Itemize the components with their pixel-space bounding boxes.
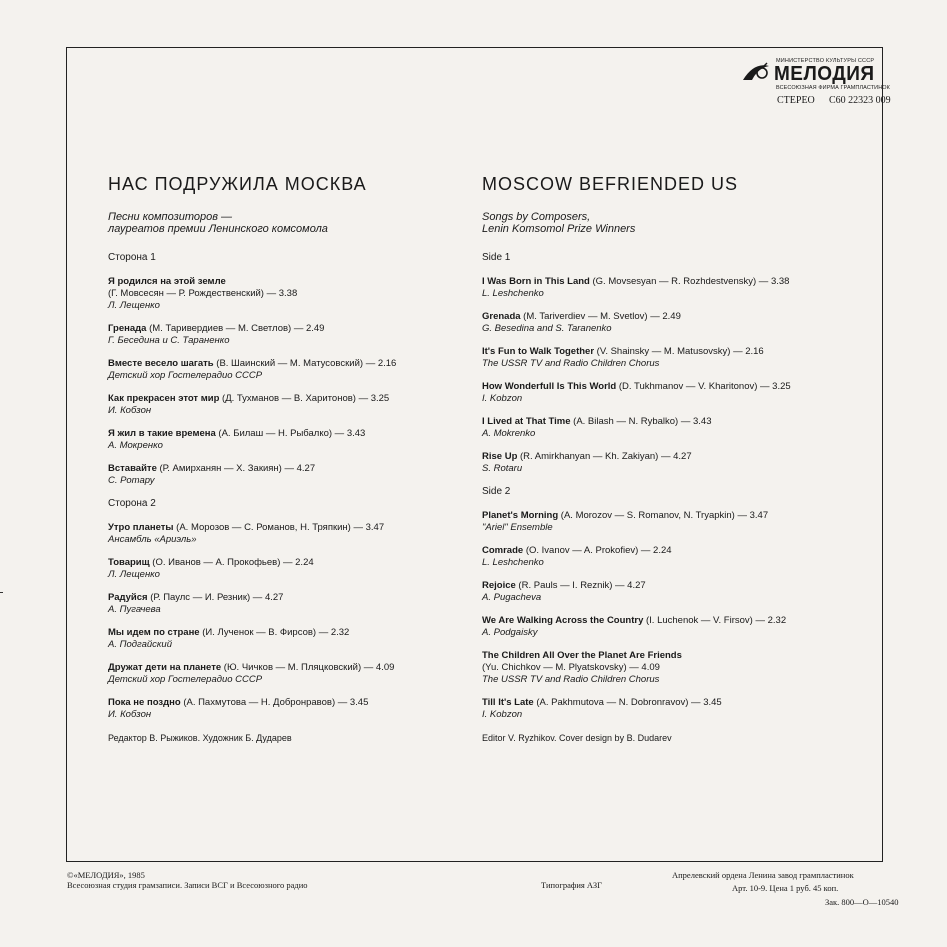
track-entry	[482, 346, 842, 370]
stereo-label: СТЕРЕО	[777, 95, 815, 106]
track-title: It's Fun to Walk Together	[482, 346, 595, 357]
ministry-text: МИНИСТЕРСТВО КУЛЬТУРЫ СССР	[776, 58, 875, 64]
english-title: MOSCOW BEFRIENDED US	[482, 174, 739, 194]
track-title: How Wonderfull Is This World	[482, 381, 617, 392]
track-performer: "Ariel" Ensemble	[482, 522, 553, 533]
track-credits: (В. Шаинский — М. Матусовский) — 2.16	[213, 358, 397, 369]
russian-side2-tracklist	[108, 522, 468, 721]
track-entry	[482, 510, 842, 534]
track-entry	[108, 592, 468, 616]
track-performer: A. Pugacheva	[482, 592, 542, 603]
track-performer: Ансамбль «Ариэль»	[108, 534, 197, 545]
track-performer: Г. Беседина и С. Тараненко	[108, 335, 230, 346]
track-performer: А. Пугачева	[108, 604, 161, 615]
track-entry	[108, 358, 468, 382]
track-performer: A. Mokrenko	[482, 428, 536, 439]
track-credits: (Р. Паулс — И. Резник) — 4.27	[147, 592, 284, 603]
track-performer: А. Подгайский	[108, 639, 172, 650]
plant-line: Апрелевский ордена Ленина завод грампластинок	[672, 870, 854, 880]
russian-side2-label: Сторона 2	[108, 498, 156, 509]
russian-side1-label: Сторона 1	[108, 252, 156, 263]
track-credits: (A. Bilash — N. Rybalko) — 3.43	[570, 416, 712, 427]
track-performer: Детский хор Гостелерадио СССР	[108, 674, 263, 685]
track-entry	[482, 451, 842, 475]
track-credits: (И. Лученок — В. Фирсов) — 2.32	[199, 627, 350, 638]
english-column	[482, 174, 842, 743]
track-entry	[108, 323, 468, 347]
track-entry	[108, 276, 468, 312]
track-entry	[482, 650, 842, 686]
track-title: Я жил в такие времена	[108, 428, 216, 439]
catalog-number: С60 22323 009	[829, 95, 891, 106]
track-credits: (A. Pakhmutova — N. Dobronravov) — 3.45	[533, 697, 722, 708]
track-performer: С. Ротару	[108, 475, 155, 486]
track-credits: (A. Morozov — S. Romanov, N. Tryapkin) — 3.47	[558, 510, 769, 521]
track-entry	[482, 381, 842, 405]
track-title: Как прекрасен этот мир	[108, 393, 220, 404]
track-title: Rejoice	[482, 580, 516, 591]
russian-subtitle: Песни композиторов — лауреатов премии Ленинского комсомола	[108, 211, 328, 235]
track-credits: (I. Luchenok — V. Firsov) — 2.32	[643, 615, 787, 626]
price-line: Арт. 10-9. Цена 1 руб. 45 коп.	[732, 883, 839, 893]
track-title: Утро планеты	[108, 522, 174, 533]
track-performer: И. Кобзон	[108, 405, 152, 416]
track-performer: S. Rotaru	[482, 463, 523, 474]
track-credits: (А. Билаш — Н. Рыбалко) — 3.43	[215, 428, 366, 439]
track-title: Дружат дети на планете	[108, 662, 222, 673]
brand-name: МЕЛОДИЯ	[774, 63, 875, 85]
track-performer: G. Besedina and S. Taranenko	[482, 323, 612, 334]
studio-line: Всесоюзная студия грамзаписи. Записи ВСГ и Всесоюзного радио	[67, 880, 308, 890]
track-performer: L. Leshchenko	[482, 288, 544, 299]
track-title: Grenada	[482, 311, 521, 322]
english-side2-label: Side 2	[482, 486, 511, 497]
track-title: Вместе весело шагать	[108, 358, 214, 369]
track-credits: (V. Shainsky — M. Matusovsky) — 2.16	[594, 346, 764, 357]
track-entry	[108, 697, 468, 721]
track-performer: The USSR TV and Radio Children Chorus	[482, 358, 660, 369]
track-credits: (А. Пахмутова — Н. Добронравов) — 3.45	[180, 697, 369, 708]
russian-title: НАС ПОДРУЖИЛА МОСКВА	[108, 174, 367, 194]
print-line: Типография АЗГ	[541, 880, 603, 890]
track-title: We Are Walking Across the Country	[482, 615, 644, 626]
melodiya-emblem-icon	[740, 60, 772, 84]
track-entry	[108, 428, 468, 452]
track-credits: (D. Tukhmanov — V. Kharitonov) — 3.25	[616, 381, 791, 392]
track-entry	[482, 545, 842, 569]
track-title: Гренада	[108, 323, 147, 334]
track-performer: I. Kobzon	[482, 709, 523, 720]
track-entry	[482, 697, 842, 721]
russian-credits: Редактор В. Рыжиков. Художник Б. Дударев	[108, 733, 292, 743]
copyright: ©«МЕЛОДИЯ», 1985	[67, 870, 145, 880]
order-line: Зак. 800—О—10540	[825, 897, 899, 907]
track-title: Мы идем по стране	[108, 627, 200, 638]
track-title: Я родился на этой земле	[108, 276, 226, 287]
track-entry	[108, 557, 468, 581]
track-credits: (Д. Тухманов — В. Харитонов) — 3.25	[219, 393, 390, 404]
english-side1-tracklist	[482, 276, 842, 475]
track-entry	[108, 463, 468, 487]
track-credits: (R. Pauls — I. Reznik) — 4.27	[515, 580, 646, 591]
track-performer: Л. Лещенко	[108, 300, 160, 311]
track-title: Вставайте	[108, 463, 157, 474]
track-credits-line: (Yu. Chichkov — M. Plyatskovsky) — 4.09	[482, 662, 660, 673]
english-subtitle: Songs by Composers, Lenin Komsomol Prize Winners	[482, 211, 636, 235]
track-entry	[482, 276, 842, 300]
track-entry	[108, 627, 468, 651]
track-entry	[108, 662, 468, 686]
track-entry	[482, 580, 842, 604]
track-title: I Lived at That Time	[482, 416, 571, 427]
track-credits: (G. Movsesyan — R. Rozhdestvensky) — 3.38	[589, 276, 790, 287]
russian-column	[108, 174, 468, 743]
track-title: Товарищ	[108, 557, 150, 568]
english-side1-label: Side 1	[482, 252, 511, 263]
english-credits: Editor V. Ryzhikov. Cover design by B. Dudarev	[482, 733, 672, 743]
track-credits: (А. Морозов — С. Романов, Н. Тряпкин) — 3.47	[173, 522, 385, 533]
track-title: Rise Up	[482, 451, 518, 462]
track-title: Пока не поздно	[108, 697, 181, 708]
track-performer: I. Kobzon	[482, 393, 523, 404]
track-performer: L. Leshchenko	[482, 557, 544, 568]
english-side2-tracklist	[482, 510, 842, 721]
track-performer: А. Мокренко	[108, 440, 163, 451]
track-title: Comrade	[482, 545, 524, 556]
track-entry	[108, 393, 468, 417]
track-performer: A. Podgaisky	[482, 627, 538, 638]
track-title: The Children All Over the Planet Are Friends	[482, 650, 682, 661]
track-performer: Л. Лещенко	[108, 569, 160, 580]
track-credits: (Ю. Чичков — М. Пляцковский) — 4.09	[221, 662, 395, 673]
track-credits: (O. Ivanov — A. Prokofiev) — 2.24	[523, 545, 672, 556]
track-credits: (О. Иванов — А. Прокофьев) — 2.24	[149, 557, 314, 568]
track-title: Радуйся	[108, 592, 148, 603]
track-credits: (M. Tariverdiev — M. Svetlov) — 2.49	[520, 311, 681, 322]
track-credits: (R. Amirkhanyan — Kh. Zakiyan) — 4.27	[517, 451, 692, 462]
track-entry	[482, 416, 842, 440]
edge-mark	[0, 592, 3, 593]
track-performer: И. Кобзон	[108, 709, 152, 720]
track-performer: Детский хор Гостелерадио СССР	[108, 370, 263, 381]
track-credits-line: (Г. Мовсесян — Р. Рождественский) — 3.38	[108, 288, 298, 299]
track-performer: The USSR TV and Radio Children Chorus	[482, 674, 660, 685]
track-title: I Was Born in This Land	[482, 276, 590, 287]
union-text: ВСЕСОЮЗНАЯ ФИРМА ГРАМПЛАСТИНОК	[776, 85, 890, 91]
track-credits: (М. Таривердиев — М. Светлов) — 2.49	[146, 323, 325, 334]
russian-side1-tracklist	[108, 276, 468, 487]
track-entry	[108, 522, 468, 546]
track-entry	[482, 615, 842, 639]
track-title: Planet's Morning	[482, 510, 559, 521]
track-title: Till It's Late	[482, 697, 534, 708]
track-credits: (Р. Амирханян — Х. Закиян) — 4.27	[156, 463, 316, 474]
track-entry	[482, 311, 842, 335]
